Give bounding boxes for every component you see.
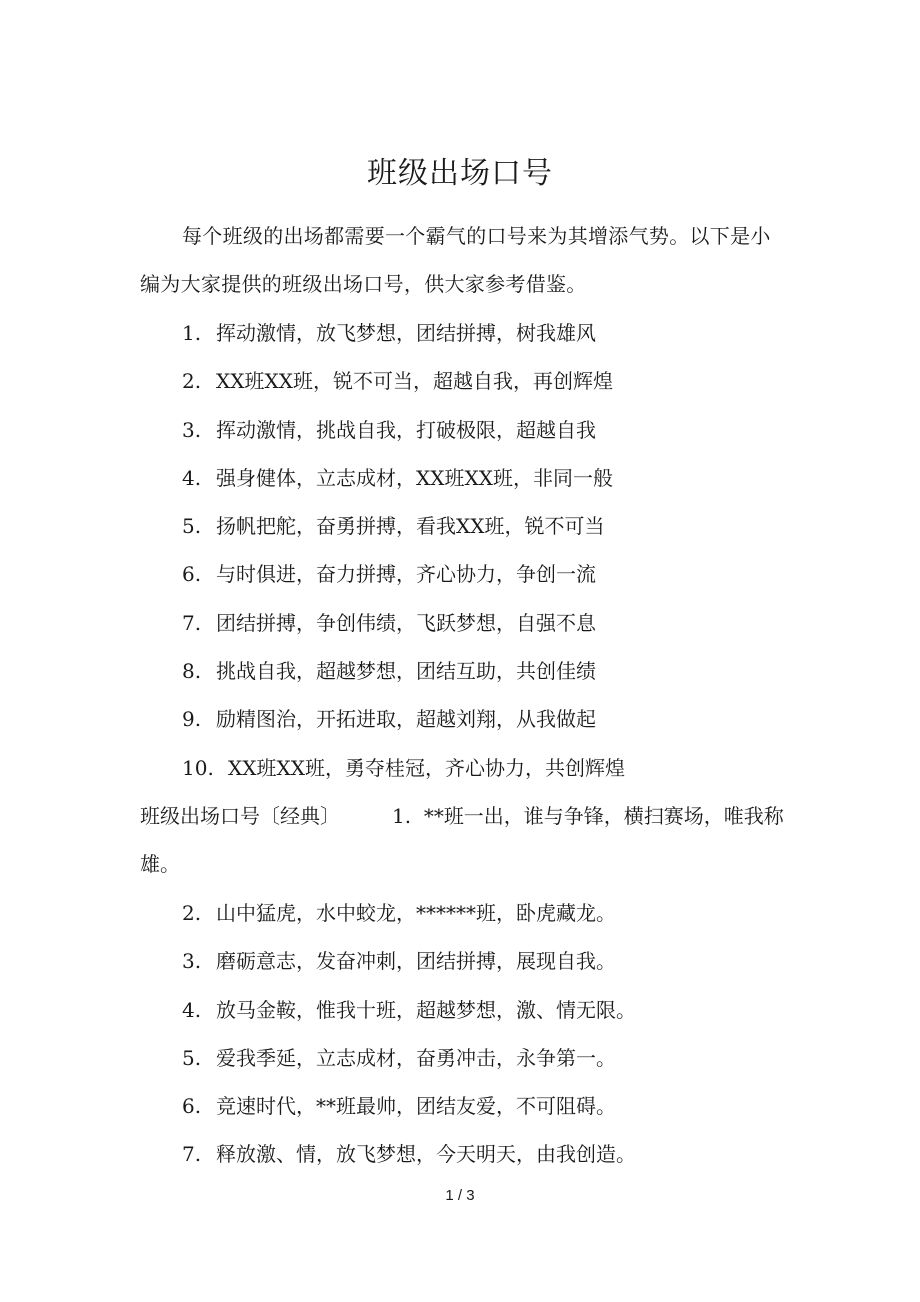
list-item <box>182 986 802 1034</box>
item-text: 团结拼搏，争创伟绩，飞跃梦想，自强不息 <box>216 610 596 635</box>
list-item <box>182 1130 802 1178</box>
item-text: 释放激、情，放飞梦想，今天明天，由我创造。 <box>216 1142 636 1167</box>
item-number: 9. <box>182 707 202 732</box>
item-text: XX班XX班，锐不可当，超越自我，再创辉煌 <box>216 369 613 394</box>
intro-paragraph: 每个班级的出场都需要一个霸气的口号来为其增添气势。以下是小编为大家提供的班级出场口号，供大家参考借鉴。 <box>140 224 771 297</box>
item-text: 放马金鞍，惟我十班，超越梦想，激、情无限。 <box>216 997 636 1022</box>
item-text: 励精图治，开拓进取，超越刘翔，从我做起 <box>216 707 596 732</box>
list-item <box>182 454 802 502</box>
item-number: 5. <box>182 1045 202 1070</box>
slogan-list-two <box>182 889 802 1179</box>
item-text: 挥动激情，挑战自我，打破极限，超越自我 <box>216 417 596 442</box>
list-item <box>182 744 802 792</box>
item-number: 7. <box>182 1142 202 1167</box>
list-item <box>182 502 802 550</box>
item-number: 3. <box>182 949 202 974</box>
item-number: 2. <box>182 901 202 925</box>
item-text: **班一出，谁与争锋，横扫赛场，唯我称雄。 <box>140 804 784 877</box>
item-text: 挥动激情，放飞梦想，团结拼搏，树我雄风 <box>216 321 596 345</box>
list-item <box>182 695 802 743</box>
item-text: 挑战自我，超越梦想，团结互助，共创佳绩 <box>216 659 596 684</box>
list-item <box>182 647 802 695</box>
list-item <box>182 309 802 357</box>
item-text: XX班XX班，勇夺桂冠，齐心协力，共创辉煌 <box>228 755 625 780</box>
item-number: 6. <box>182 562 202 587</box>
item-number: 5. <box>182 514 202 539</box>
section-paragraph <box>140 792 790 889</box>
document-title: 班级出场口号 <box>367 156 553 191</box>
list-item <box>182 889 802 937</box>
item-text: 扬帆把舵，奋勇拼搏，看我XX班，锐不可当 <box>216 514 605 539</box>
item-text: 竞速时代，**班最帅，团结友爱，不可阻碍。 <box>216 1094 616 1119</box>
item-text: 与时俱进，奋力拼搏，齐心协力，争创一流 <box>216 562 596 587</box>
list-item <box>182 357 802 405</box>
item-text: 爱我季延，立志成材，奋勇冲击，永争第一。 <box>216 1045 616 1070</box>
slogan-list-one <box>182 309 802 792</box>
item-number: 4. <box>182 997 202 1022</box>
list-item <box>182 1034 802 1082</box>
item-number: 4. <box>182 465 202 490</box>
page-number: 1 / 3 <box>445 1187 475 1204</box>
item-number: 3. <box>182 417 202 442</box>
item-text: 山中猛虎，水中蛟龙，******班，卧虎藏龙。 <box>216 901 616 925</box>
item-number: 7. <box>182 610 202 635</box>
list-item <box>182 599 802 647</box>
list-item <box>182 937 802 985</box>
item-number: 6. <box>182 1094 202 1119</box>
item-text: 强身健体，立志成材，XX班XX班，非同一般 <box>216 465 613 490</box>
item-number: 10. <box>182 755 214 780</box>
item-number: 1. <box>392 804 412 828</box>
section-heading: 班级出场口号〔经典〕 <box>140 804 340 828</box>
list-item <box>182 406 802 454</box>
item-number: 8. <box>182 659 202 684</box>
item-number: 1. <box>182 321 202 345</box>
list-item <box>182 1082 802 1130</box>
item-text: 磨砺意志，发奋冲刺，团结拼搏，展现自我。 <box>216 949 616 974</box>
item-number: 2. <box>182 369 202 394</box>
list-item <box>182 550 802 598</box>
